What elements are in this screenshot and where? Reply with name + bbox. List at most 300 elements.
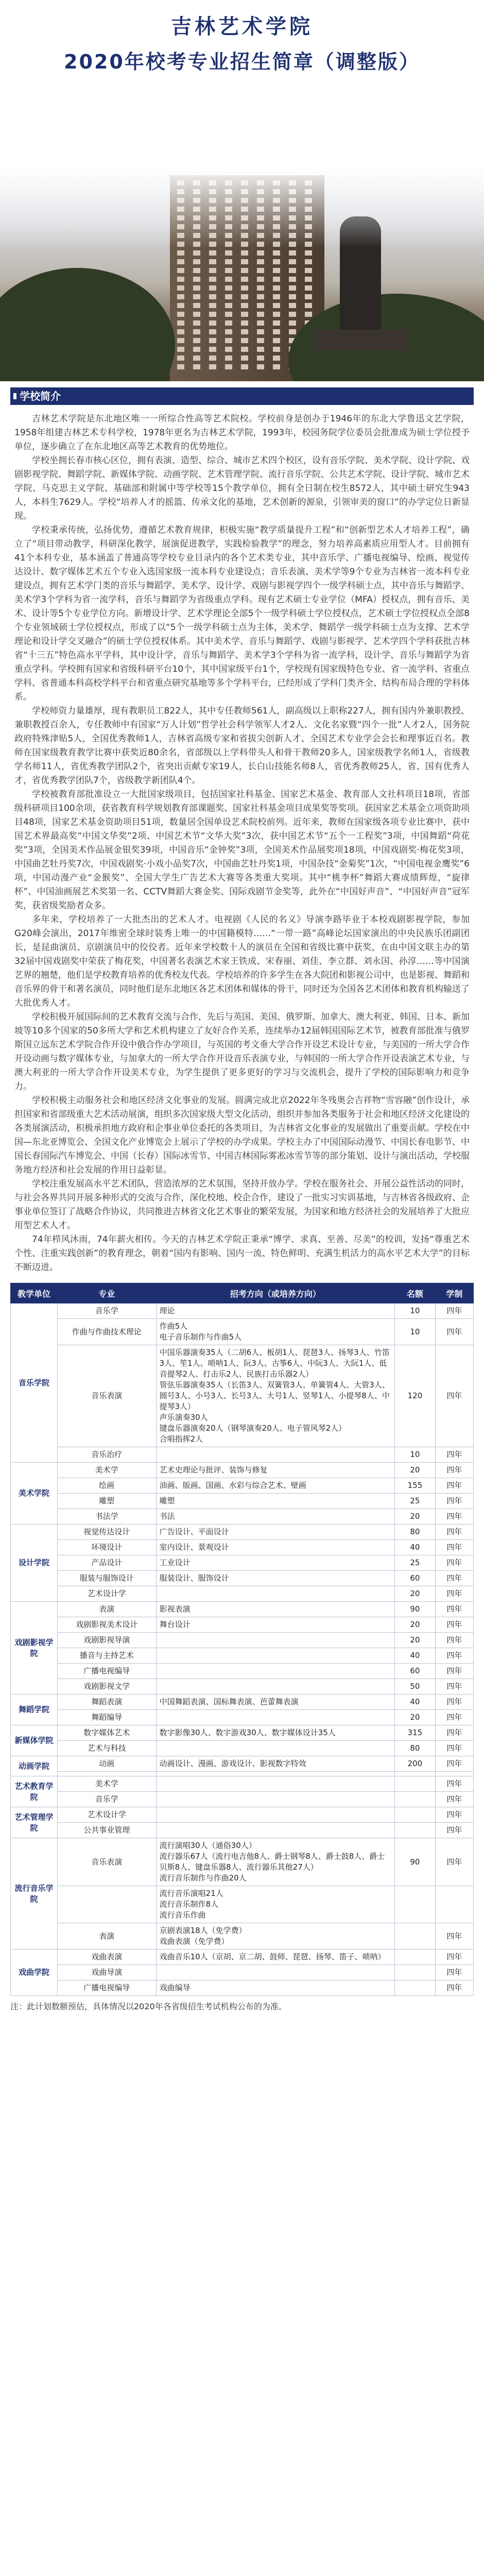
cell-duration: 四年 bbox=[435, 1756, 473, 1772]
cell-direction: 油画、版画、国画、水彩与综合艺术、壁画 bbox=[156, 1478, 395, 1494]
cell-dept: 流行音乐学院 bbox=[11, 1838, 58, 1950]
cell-quota bbox=[395, 1980, 435, 1996]
cell-duration: 四年 bbox=[435, 1540, 473, 1555]
window-shape bbox=[225, 338, 232, 343]
window-shape bbox=[225, 277, 232, 282]
window-shape bbox=[289, 312, 296, 317]
cell-major: 艺术设计学 bbox=[58, 1807, 157, 1823]
window-shape bbox=[273, 364, 280, 369]
table-row bbox=[11, 1950, 474, 1965]
cell-dept: 音乐学院 bbox=[11, 1303, 58, 1463]
header-direction: 招考方向（或培养方向） bbox=[156, 1283, 395, 1303]
cell-major: 雕塑 bbox=[58, 1494, 157, 1509]
cell-duration: 四年 bbox=[435, 1923, 473, 1950]
cell-direction: 戏曲音乐10人（京胡、京二胡、鼓师、琵琶、扬琴、笛子、唢呐） bbox=[156, 1950, 395, 1965]
cell-direction bbox=[156, 1792, 395, 1807]
window-shape bbox=[257, 250, 264, 256]
table-row bbox=[11, 1679, 474, 1694]
window-shape bbox=[257, 303, 264, 308]
cell-dept: 舞蹈学院 bbox=[11, 1694, 58, 1725]
window-shape bbox=[177, 277, 184, 282]
cell-quota: 25 bbox=[395, 1494, 435, 1509]
cell-direction bbox=[156, 1586, 395, 1602]
window-shape bbox=[241, 329, 248, 334]
window-shape bbox=[289, 250, 296, 256]
cell-quota: 60 bbox=[395, 1571, 435, 1586]
window-shape bbox=[289, 294, 296, 299]
table-row bbox=[11, 1776, 474, 1792]
table-row bbox=[11, 1447, 474, 1463]
cell-direction bbox=[156, 1741, 395, 1756]
window-shape bbox=[193, 364, 200, 369]
cell-major: 表演 bbox=[58, 1602, 157, 1617]
header-duration: 学制 bbox=[435, 1283, 473, 1303]
cell-direction bbox=[156, 1823, 395, 1838]
window-shape bbox=[273, 250, 280, 256]
enrollment-table bbox=[10, 1283, 474, 1996]
window-shape bbox=[305, 277, 312, 282]
window-shape bbox=[289, 259, 296, 264]
window-shape bbox=[289, 320, 296, 326]
cell-quota bbox=[395, 1886, 435, 1923]
window-shape bbox=[177, 320, 184, 326]
cell-major: 音乐治疗 bbox=[58, 1447, 157, 1463]
cell-direction: 工业设计 bbox=[156, 1555, 395, 1571]
cell-duration bbox=[435, 1886, 473, 1923]
table-row bbox=[11, 1741, 474, 1756]
window-shape bbox=[305, 303, 312, 308]
cell-quota: 315 bbox=[395, 1725, 435, 1741]
cell-direction bbox=[156, 1807, 395, 1823]
header-dept: 教学单位 bbox=[11, 1283, 58, 1303]
cell-duration: 四年 bbox=[435, 1679, 473, 1694]
cell-direction: 戏曲编导 bbox=[156, 1980, 395, 1996]
cell-major: 艺术设计学 bbox=[58, 1586, 157, 1602]
window-shape bbox=[305, 312, 312, 317]
cell-major: 环境设计 bbox=[58, 1540, 157, 1555]
window-shape bbox=[225, 329, 232, 334]
window-shape bbox=[305, 250, 312, 256]
window-shape bbox=[273, 294, 280, 299]
cell-direction: 数字影像30人、数字游戏30人、数字媒体设计35人 bbox=[156, 1725, 395, 1741]
window-shape bbox=[177, 250, 184, 256]
cell-direction bbox=[156, 1776, 395, 1792]
window-shape bbox=[193, 312, 200, 317]
header bbox=[0, 0, 484, 165]
window-shape bbox=[289, 303, 296, 308]
cell-quota bbox=[395, 1807, 435, 1823]
window-shape bbox=[241, 320, 248, 326]
cell-duration: 四年 bbox=[435, 1345, 473, 1447]
table-body bbox=[11, 1303, 474, 1996]
cell-duration: 四年 bbox=[435, 1950, 473, 1965]
cell-direction: 舞台设计 bbox=[156, 1617, 395, 1633]
table-row bbox=[11, 1555, 474, 1571]
cell-major: 艺术与科技 bbox=[58, 1741, 157, 1756]
cell-duration: 四年 bbox=[435, 1524, 473, 1540]
window-shape bbox=[273, 285, 280, 291]
cell-duration: 四年 bbox=[435, 1571, 473, 1586]
window-shape bbox=[209, 303, 216, 308]
window-shape bbox=[209, 338, 216, 343]
cell-direction: 理论 bbox=[156, 1303, 395, 1319]
window-shape bbox=[241, 347, 248, 352]
cell-major: 公共事业管理 bbox=[58, 1823, 157, 1838]
table-row bbox=[11, 1463, 474, 1478]
cell-major: 广播电视编导 bbox=[58, 1980, 157, 1996]
school-title: 吉林艺术学院 bbox=[171, 15, 313, 39]
window-shape bbox=[225, 312, 232, 317]
photo-fade bbox=[0, 165, 484, 247]
cell-major: 动画 bbox=[58, 1756, 157, 1772]
table-row bbox=[11, 1524, 474, 1540]
cell-major: 服装与服饰设计 bbox=[58, 1571, 157, 1586]
cell-duration: 四年 bbox=[435, 1555, 473, 1571]
window-shape bbox=[177, 312, 184, 317]
cell-major: 书法学 bbox=[58, 1509, 157, 1524]
cell-direction: 书法 bbox=[156, 1509, 395, 1524]
window-shape bbox=[257, 268, 264, 273]
window-shape bbox=[225, 294, 232, 299]
cell-quota bbox=[395, 1965, 435, 1980]
window-shape bbox=[209, 329, 216, 334]
cell-major: 播音与主持艺术 bbox=[58, 1648, 157, 1664]
cell-duration: 四年 bbox=[435, 1664, 473, 1679]
cell-major: 戏剧影视文学 bbox=[58, 1679, 157, 1694]
cell-major: 音乐表演 bbox=[58, 1345, 157, 1447]
cell-quota: 80 bbox=[395, 1524, 435, 1540]
intro-paragraph: 多年来，学校培养了一大批杰出的艺术人才。电视剧《人民的名义》导演李路毕业于本校戏剧影视学院，参加G20峰会演出，2017年维密全球时装秀上唯一的中国籍模特……“一带一路”高峰论坛国家演出的中央民族乐团副团长，是昆曲演员、京剧演员中的佼佼者。近年来学校数十人的演员在全国和省级比赛中获奖，在由中国文联主办的第32届中国戏剧奖中荣获了梅花奖，中国著名表演艺术家王铁成、宋春丽、刘佳、李立群、刘永国、孙淳……等中国演艺界的翘楚，他们是学校教育培养的优秀校友代表。学校培养的许多学生在各大院团和影视公司中，也是影视、舞蹈和音乐界的骨干和著名演员，同时他们是东北地区各艺术团体和媒体的骨干，同时还为全国各艺术团体和教育机构输送了大批优秀人才。 bbox=[14, 914, 470, 1008]
window-shape bbox=[177, 355, 184, 361]
cell-duration: 四年 bbox=[435, 1741, 473, 1756]
cell-direction: 流行音乐演唱21人 流行音乐制作8人 流行音乐作曲 bbox=[156, 1886, 395, 1923]
window-shape bbox=[241, 277, 248, 282]
cell-major: 作曲与作曲技术理论 bbox=[58, 1319, 157, 1345]
cell-quota: 155 bbox=[395, 1478, 435, 1494]
cell-quota: 200 bbox=[395, 1756, 435, 1772]
window-shape bbox=[273, 303, 280, 308]
table-row bbox=[11, 1633, 474, 1648]
window-shape bbox=[305, 294, 312, 299]
window-shape bbox=[273, 268, 280, 273]
table-row bbox=[11, 1586, 474, 1602]
window-shape bbox=[193, 329, 200, 334]
cell-major: 美术学 bbox=[58, 1463, 157, 1478]
cell-duration: 四年 bbox=[435, 1807, 473, 1823]
table-row bbox=[11, 1345, 474, 1447]
cell-quota: 40 bbox=[395, 1648, 435, 1664]
cell-quota bbox=[395, 1950, 435, 1965]
window-shape bbox=[209, 285, 216, 291]
window-shape bbox=[273, 259, 280, 264]
window-shape bbox=[225, 364, 232, 369]
cell-quota: 40 bbox=[395, 1694, 435, 1710]
window-shape bbox=[193, 250, 200, 256]
window-shape bbox=[289, 277, 296, 282]
cell-direction bbox=[156, 1633, 395, 1648]
cell-duration: 四年 bbox=[435, 1478, 473, 1494]
cell-direction: 京剧表演18人（免学费） 戏曲表演（免学费） bbox=[156, 1923, 395, 1950]
cell-direction bbox=[156, 1772, 395, 1776]
table-row bbox=[11, 1571, 474, 1586]
cell-duration: 四年 bbox=[435, 1633, 473, 1648]
cell-quota: 10 bbox=[395, 1319, 435, 1345]
cell-quota bbox=[395, 1772, 435, 1776]
cell-duration: 四年 bbox=[435, 1447, 473, 1463]
window-shape bbox=[225, 250, 232, 256]
cell-duration: 四年 bbox=[435, 1463, 473, 1478]
window-shape bbox=[209, 250, 216, 256]
cell-quota: 20 bbox=[395, 1509, 435, 1524]
window-shape bbox=[225, 303, 232, 308]
window-shape bbox=[177, 285, 184, 291]
table-row bbox=[11, 1965, 474, 1980]
subtitle-text: 年校考专业招生简章（调整版） bbox=[124, 50, 420, 73]
cell-dept: 艺术管理学院 bbox=[11, 1807, 58, 1838]
window-shape bbox=[225, 320, 232, 326]
window-shape bbox=[273, 320, 280, 326]
intro-paragraph: 学校秉承传统，弘扬优势，遵循艺术教育规律，积极实施“教学质量提升工程”和“创新型艺术人才培养工程”，确立了“项目带动教学，科研深化教学，展演促进教学，实践检验教学”的理念，努力培养高素质应用型人才。目前拥有41个本科专业，基本涵盖了普通高等学校专业目录内的各个艺术类专业，其中音乐学、广播电视编导、绘画、视觉传达设计、数字媒体艺术五个专业入选国家级一流本科专业建设点；音乐表演、美术学等9个专业为吉林省一流本科专业建设点，拥有艺术学门类的音乐与舞蹈学、美术学、设计学、戏剧与影视学四个一级学科硕士点，其中音乐与舞蹈学、美术学3个学科为省一流学科，音乐与舞蹈学为省级重点学科。现有艺术硕士专业学位（MFA）授权点，拥有音乐、美术、设计等5个专业学位方向。新增设计学、艺术学理论全部5个一级学科硕士学位授权点，艺术硕士学位授权点全部8个专业领域硕士学位授权点，形成了以“5个一级学科硕士点为主体，美术学、舞蹈学一级学科硕士点为支撑、艺术学理论和设计学交叉融合”的硕士学位授权体系。其中美术学、音乐与舞蹈学、戏剧与影视学、艺术学四个学科获批吉林省“十三五”特色高水平学科，其中设计学，音乐与舞蹈学、美术学3个学科为省一流学科，设计学、音乐与舞蹈学为省重点学科。学校拥有国家和省级科研平台10个，其中国家级平台1个，学校现有国家级特色专业、省一流学科、省重点学科、省普通本科高校学科平台和省重点研究基地等多个学科平台，已经形成了学科门类齐全、结构布局合理的学科体系。 bbox=[14, 525, 470, 702]
cell-direction: 流行演唱30人（通俗30人） 流行器乐67人（流行电吉他8人、爵士钢琴8人、爵士鼓8人、爵士贝斯8人、键盘乐器8人、流行器乐其他27人） 流行音乐制作与作曲20人 bbox=[156, 1838, 395, 1886]
cell-quota: 80 bbox=[395, 1741, 435, 1756]
cell-duration bbox=[435, 1772, 473, 1776]
cell-major: 舞蹈表演 bbox=[58, 1694, 157, 1710]
table-row bbox=[11, 1509, 474, 1524]
cell-quota: 40 bbox=[395, 1540, 435, 1555]
table-row bbox=[11, 1792, 474, 1807]
cell-major: 音乐学 bbox=[58, 1303, 157, 1319]
window-shape bbox=[257, 329, 264, 334]
window-shape bbox=[241, 364, 248, 369]
intro-paragraph: 学校师资力量雄厚，现有教职员工822人，其中专任教师561人，副高级以上职称227人，拥有国内外兼职教授、兼职教授百余人，专任教师中有国家“万人计划”哲学社会科学领军人才2人、文化名家暨“四个一批”人才2人，国务院政府特殊津贴5人，全国优秀教师1人，吉林省高级专家和省拔尖创新人才、全国艺术专业学会会长和理事近百名。教师在国家级教育教学比赛中获奖近80余名，省部级以上学科带头人和骨干教师20多人，国家级教学名师1人，省级教学名师11人，省优秀教学团队2个，省突出贡献专家19人，长白山技能名师8人，省优秀教师25人，省、国有优秀人才，省优秀教学团队7个，省级教学新团队4个。 bbox=[14, 706, 470, 786]
window-shape bbox=[305, 268, 312, 273]
cell-dept: 美术学院 bbox=[11, 1463, 58, 1524]
cell-duration: 四年 bbox=[435, 1776, 473, 1792]
cell-duration: 四年 bbox=[435, 1319, 473, 1345]
cell-direction bbox=[156, 1664, 395, 1679]
table-row bbox=[11, 1664, 474, 1679]
cell-duration: 四年 bbox=[435, 1303, 473, 1319]
window-shape bbox=[177, 268, 184, 273]
table-header-row bbox=[11, 1283, 474, 1303]
window-shape bbox=[193, 320, 200, 326]
window-shape bbox=[289, 285, 296, 291]
cell-duration: 四年 bbox=[435, 1710, 473, 1725]
cell-duration: 四年 bbox=[435, 1494, 473, 1509]
cell-major: 音乐表演 bbox=[58, 1838, 157, 1886]
cell-dept: 戏曲学院 bbox=[11, 1950, 58, 1996]
window-shape bbox=[241, 285, 248, 291]
window-shape bbox=[209, 347, 216, 352]
cell-major bbox=[58, 1886, 157, 1923]
cell-major: 视觉传达设计 bbox=[58, 1524, 157, 1540]
window-shape bbox=[257, 355, 264, 361]
cell-major: 美术学 bbox=[58, 1776, 157, 1792]
window-shape bbox=[257, 277, 264, 282]
cell-quota bbox=[395, 1776, 435, 1792]
window-shape bbox=[209, 294, 216, 299]
window-shape bbox=[177, 347, 184, 352]
cell-duration: 四年 bbox=[435, 1617, 473, 1633]
window-shape bbox=[177, 329, 184, 334]
intro-paragraph: 吉林艺术学院是东北地区唯一一所综合性高等艺术院校。学校前身是创办于1946年的东北大学鲁迅文艺学院，1958年组建吉林艺术专科学校，1978年更名为吉林艺术学院，1993年，校园务院学位委员会批准成为硕士学位授予单位，逐步确立了在东北地区高等艺术教育的优势地位。 bbox=[14, 414, 470, 452]
window-shape bbox=[257, 312, 264, 317]
cell-major bbox=[58, 1772, 157, 1776]
window-shape bbox=[193, 338, 200, 343]
table-row bbox=[11, 1923, 474, 1950]
cell-duration: 四年 bbox=[435, 1823, 473, 1838]
cell-quota: 120 bbox=[395, 1345, 435, 1447]
cell-quota: 60 bbox=[395, 1664, 435, 1679]
window-shape bbox=[177, 338, 184, 343]
cell-major: 表演 bbox=[58, 1923, 157, 1950]
window-shape bbox=[241, 294, 248, 299]
cell-duration: 四年 bbox=[435, 1965, 473, 1980]
window-shape bbox=[193, 259, 200, 264]
table-row bbox=[11, 1602, 474, 1617]
window-shape bbox=[177, 303, 184, 308]
window-shape bbox=[193, 268, 200, 273]
cell-major: 产品设计 bbox=[58, 1555, 157, 1571]
table-row bbox=[11, 1648, 474, 1664]
cell-duration: 四年 bbox=[435, 1602, 473, 1617]
intro-paragraph: 学校注重发展高水平艺术团队，营造浓厚的艺术氛围，坚持开放办学。学校在服务社会、开展公益性活动的同时，与社会各界共同开展多种形式的交流与合作，深化校地、校企合作，建设了一批实习实训基地，与吉林省各级政府、企事业单位签订了战略合作协议，共同推进吉林省文化艺术事业的繁荣发展，为国家和地方经济社会的发展培养了大批应用型艺术人才。 bbox=[14, 1179, 470, 1231]
window-shape bbox=[177, 259, 184, 264]
cell-direction bbox=[156, 1447, 395, 1463]
window-shape bbox=[273, 312, 280, 317]
subtitle-year: 2020 bbox=[64, 50, 125, 73]
cell-major: 戏曲导演 bbox=[58, 1965, 157, 1980]
intro-paragraph: 学校坐拥长春市核心区位，拥有表演、造型、综合、城市艺术四个校区，设有音乐学院、美术学院、设计学院、戏剧影视学院、舞蹈学院、新媒体学院、动画学院、艺术管理学院、流行音乐学院、公共艺术学院、设计学院、城市艺术学院、马克思主义学院、基础部和附属中等学校等15个教学单位，拥有全日制在校生8572人，其中硕士研究生943人，本科生7629人。学校“培养人才的摇篮、传承文化的基地，艺术创新的源泉，引领审美的窗口”的办学定位日新显现。 bbox=[14, 455, 470, 521]
cell-dept: 戏剧影视学院 bbox=[11, 1602, 58, 1694]
header-major: 专业 bbox=[58, 1283, 157, 1303]
cell-direction: 动画设计、漫画、游戏设计、影视数字特效 bbox=[156, 1756, 395, 1772]
header-quota: 名额 bbox=[395, 1283, 435, 1303]
cell-quota bbox=[395, 1923, 435, 1950]
cell-direction: 中国乐器演奏35人（二胡6人、板胡1人、琵琶3人、扬琴3人、竹笛3人、笙1人、唢呐1人、阮3人、古筝6人、中阮3人、大阮1人、低音提琴2人、打击乐2人、民族打击乐器2人） 管弦乐器演奏35人（长笛3人、双簧管3人、单簧管4人、大管3人、圆号3人、小号3人、长号3人、大号1人、竖琴1人、小提琴8人、中提琴3人） 声乐演奏30人 键盘乐器演奏20人（钢琴演奏20人、电子管风琴2人） 合唱指挥2人 bbox=[156, 1345, 395, 1447]
cell-duration: 四年 bbox=[435, 1725, 473, 1741]
cell-quota bbox=[395, 1823, 435, 1838]
window-shape bbox=[257, 347, 264, 352]
cell-major: 戏剧影视导演 bbox=[58, 1633, 157, 1648]
window-shape bbox=[257, 259, 264, 264]
campus-photo bbox=[0, 165, 484, 381]
window-shape bbox=[273, 347, 280, 352]
table-row bbox=[11, 1725, 474, 1741]
cell-direction bbox=[156, 1710, 395, 1725]
window-shape bbox=[289, 268, 296, 273]
cell-dept: 新媒体学院 bbox=[11, 1725, 58, 1756]
cell-dept: 动画学院 bbox=[11, 1756, 58, 1776]
window-shape bbox=[225, 285, 232, 291]
intro-section-title: 学校简介 bbox=[10, 387, 74, 405]
window-shape bbox=[257, 364, 264, 369]
window-shape bbox=[241, 312, 248, 317]
window-shape bbox=[177, 364, 184, 369]
cell-direction bbox=[156, 1648, 395, 1664]
cell-quota: 20 bbox=[395, 1617, 435, 1633]
window-shape bbox=[193, 277, 200, 282]
cell-quota bbox=[395, 1792, 435, 1807]
cell-direction: 服装设计、服饰设计 bbox=[156, 1571, 395, 1586]
cell-major: 广播电视编导 bbox=[58, 1664, 157, 1679]
table-row bbox=[11, 1710, 474, 1725]
cell-major: 戏曲表演 bbox=[58, 1950, 157, 1965]
table-row bbox=[11, 1980, 474, 1996]
cell-duration: 四年 bbox=[435, 1838, 473, 1886]
table-row bbox=[11, 1540, 474, 1555]
cell-quota: 50 bbox=[395, 1679, 435, 1694]
cell-dept: 艺术教育学院 bbox=[11, 1776, 58, 1807]
table-row bbox=[11, 1494, 474, 1509]
cell-quota: 90 bbox=[395, 1838, 435, 1886]
page-subtitle bbox=[0, 46, 484, 74]
window-shape bbox=[305, 285, 312, 291]
cell-duration: 四年 bbox=[435, 1509, 473, 1524]
window-shape bbox=[193, 294, 200, 299]
window-shape bbox=[225, 355, 232, 361]
cell-major: 绘画 bbox=[58, 1478, 157, 1494]
table-row bbox=[11, 1886, 474, 1923]
footnote: 注：此计划数额预估，具体情况以2020年各省级招生考试机构公布的为准。 bbox=[10, 2002, 287, 2011]
cell-duration: 四年 bbox=[435, 1694, 473, 1710]
cell-quota: 90 bbox=[395, 1602, 435, 1617]
window-shape bbox=[225, 347, 232, 352]
window-shape bbox=[241, 268, 248, 273]
table-row bbox=[11, 1756, 474, 1772]
window-shape bbox=[209, 355, 216, 361]
table-row bbox=[11, 1694, 474, 1710]
intro-paragraph: 74年栉风沐雨，74年薪火相传。今天的吉林艺术学院正秉承“博学、求真、至善、尽美”的校训，发扬“尊重艺术个性、注重实践创新”的教育理念，朝着“国内有影响、国内一流、特色鲜明、充满生机活力的高水平艺术大学”的目标不断迈进。 bbox=[14, 1234, 470, 1273]
window-shape bbox=[241, 250, 248, 256]
cell-quota: 10 bbox=[395, 1447, 435, 1463]
window-shape bbox=[273, 338, 280, 343]
cell-direction: 室内设计、景观设计 bbox=[156, 1540, 395, 1555]
statue-base-image bbox=[314, 330, 407, 350]
table-row bbox=[11, 1823, 474, 1838]
cell-major: 数字媒体艺术 bbox=[58, 1725, 157, 1741]
cell-quota: 25 bbox=[395, 1555, 435, 1571]
cell-direction bbox=[156, 1965, 395, 1980]
cell-direction bbox=[156, 1679, 395, 1694]
cell-major: 戏剧影视美术设计 bbox=[58, 1617, 157, 1633]
cell-quota: 20 bbox=[395, 1633, 435, 1648]
window-shape bbox=[273, 329, 280, 334]
window-shape bbox=[209, 268, 216, 273]
window-shape bbox=[225, 268, 232, 273]
window-shape bbox=[241, 303, 248, 308]
cell-major: 音乐学 bbox=[58, 1792, 157, 1807]
window-shape bbox=[241, 338, 248, 343]
window-shape bbox=[273, 355, 280, 361]
table-row bbox=[11, 1807, 474, 1823]
window-shape bbox=[193, 347, 200, 352]
cell-quota: 10 bbox=[395, 1303, 435, 1319]
cell-direction: 作曲5人 电子音乐制作与作曲5人 bbox=[156, 1319, 395, 1345]
window-shape bbox=[209, 259, 216, 264]
cell-direction: 影视表演 bbox=[156, 1602, 395, 1617]
cell-dept: 设计学院 bbox=[11, 1524, 58, 1602]
table-row bbox=[11, 1617, 474, 1633]
cell-direction: 中国舞蹈表演、国标舞表演、芭蕾舞表演 bbox=[156, 1694, 395, 1710]
cell-duration: 四年 bbox=[435, 1586, 473, 1602]
cell-direction: 雕塑 bbox=[156, 1494, 395, 1509]
intro-text bbox=[0, 405, 484, 1278]
window-shape bbox=[257, 338, 264, 343]
window-shape bbox=[257, 294, 264, 299]
cell-direction: 广告设计、平面设计 bbox=[156, 1524, 395, 1540]
window-shape bbox=[225, 259, 232, 264]
